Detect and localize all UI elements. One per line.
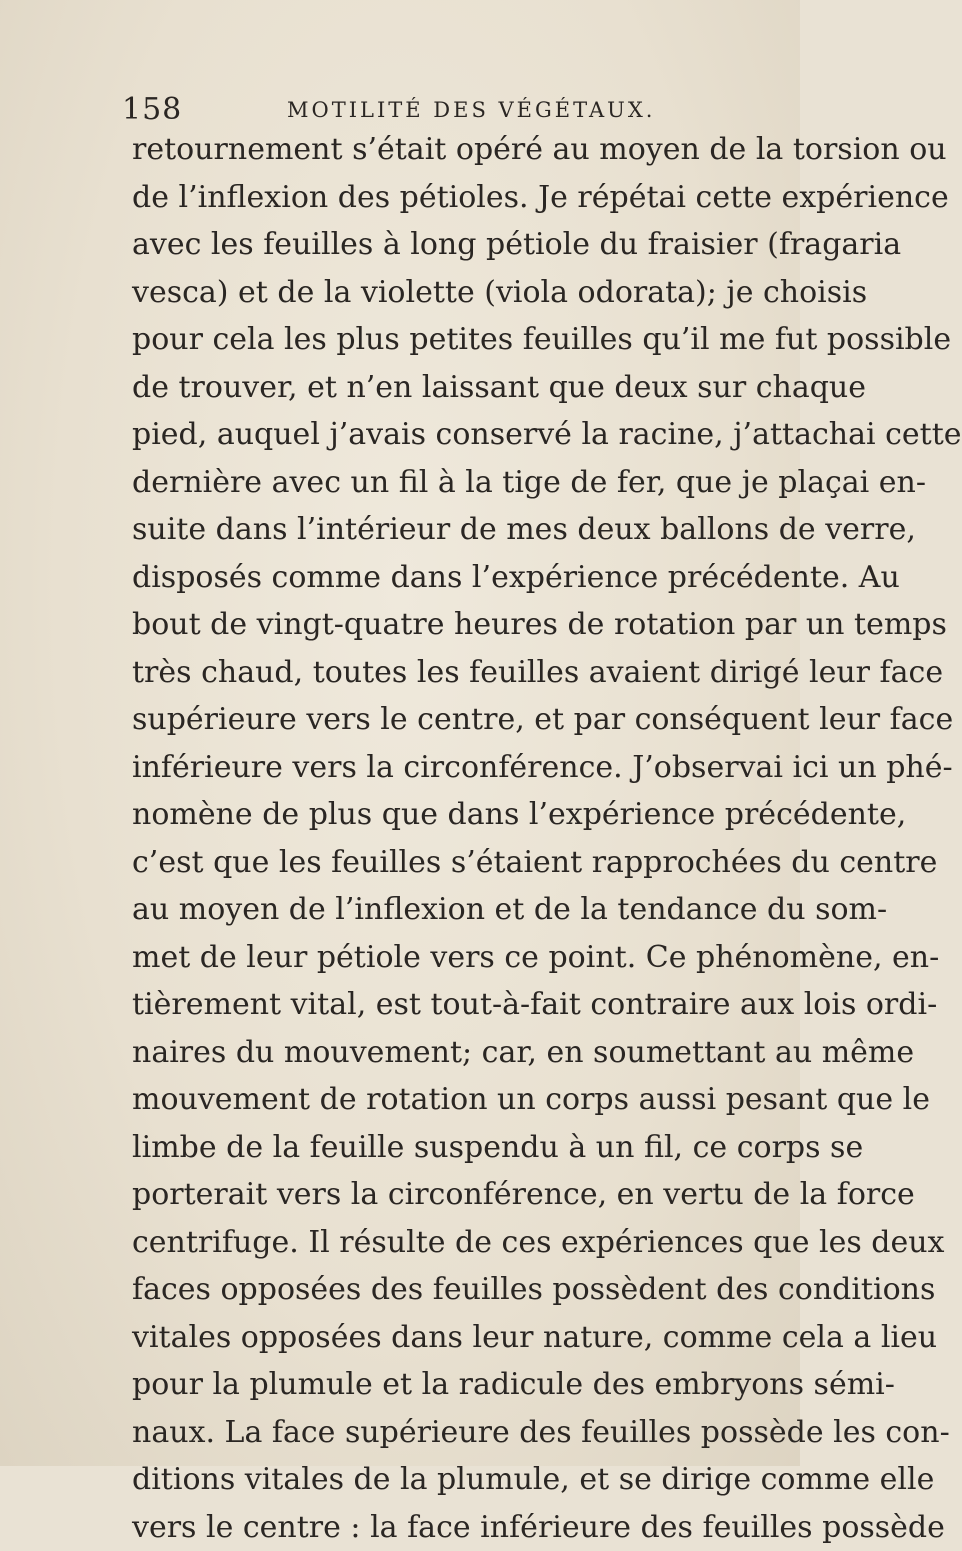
text-line: c’est que les feuilles s’étaient rapprochées du centre — [132, 839, 772, 887]
text-line: centrifuge. Il résulte de ces expériences que les deux — [132, 1219, 772, 1267]
text-line: pied, auquel j’avais conservé la racine, j’attachai cette — [132, 411, 772, 459]
text-line: de trouver, et n’en laissant que deux sur chaque — [132, 364, 772, 412]
body-paragraph — [132, 126, 772, 1551]
page-number: 158 — [122, 92, 182, 127]
text-line: avec les feuilles à long pétiole du fraisier (fragaria — [132, 221, 772, 269]
text-line: dernière avec un fil à la tige de fer, que je plaçai en- — [132, 459, 772, 507]
text-line: bout de vingt-quatre heures de rotation par un temps — [132, 601, 772, 649]
text-line: porterait vers la circonférence, en vertu de la force — [132, 1171, 772, 1219]
text-line: pour cela les plus petites feuilles qu’il me fut possible — [132, 316, 772, 364]
text-line: met de leur pétiole vers ce point. Ce phénomène, en- — [132, 934, 772, 982]
text-line: naux. La face supérieure des feuilles possède les con- — [132, 1409, 772, 1457]
running-title: MOTILITÉ DES VÉGÉTAUX. — [287, 98, 655, 122]
text-line: supérieure vers le centre, et par conséquent leur face — [132, 696, 772, 744]
text-line: pour la plumule et la radicule des embryons sémi- — [132, 1361, 772, 1409]
text-line: ditions vitales de la plumule, et se dirige comme elle — [132, 1456, 772, 1504]
text-line: au moyen de l’inflexion et de la tendance du som- — [132, 886, 772, 934]
text-line: très chaud, toutes les feuilles avaient dirigé leur face — [132, 649, 772, 697]
text-line: nomène de plus que dans l’expérience précédente, — [132, 791, 772, 839]
text-line: disposés comme dans l’expérience précédente. Au — [132, 554, 772, 602]
text-line: faces opposées des feuilles possèdent des conditions — [132, 1266, 772, 1314]
text-line: de l’inflexion des pétioles. Je répétai cette expérience — [132, 174, 772, 222]
text-line: limbe de la feuille suspendu à un fil, ce corps se — [132, 1124, 772, 1172]
text-line: inférieure vers la circonférence. J’observai ici un phé- — [132, 744, 772, 792]
text-line: vesca) et de la violette (viola odorata); je choisis — [132, 269, 772, 317]
text-line: suite dans l’intérieur de mes deux ballons de verre, — [132, 506, 772, 554]
text-line: retournement s’était opéré au moyen de la torsion ou — [132, 126, 772, 174]
text-line: naires du mouvement; car, en soumettant au même — [132, 1029, 772, 1077]
text-line: vitales opposées dans leur nature, comme cela a lieu — [132, 1314, 772, 1362]
text-line: vers le centre : la face inférieure des feuilles possède — [132, 1504, 772, 1551]
text-line: mouvement de rotation un corps aussi pesant que le — [132, 1076, 772, 1124]
text-line: tièrement vital, est tout-à-fait contraire aux lois ordi- — [132, 981, 772, 1029]
running-head — [122, 90, 722, 130]
